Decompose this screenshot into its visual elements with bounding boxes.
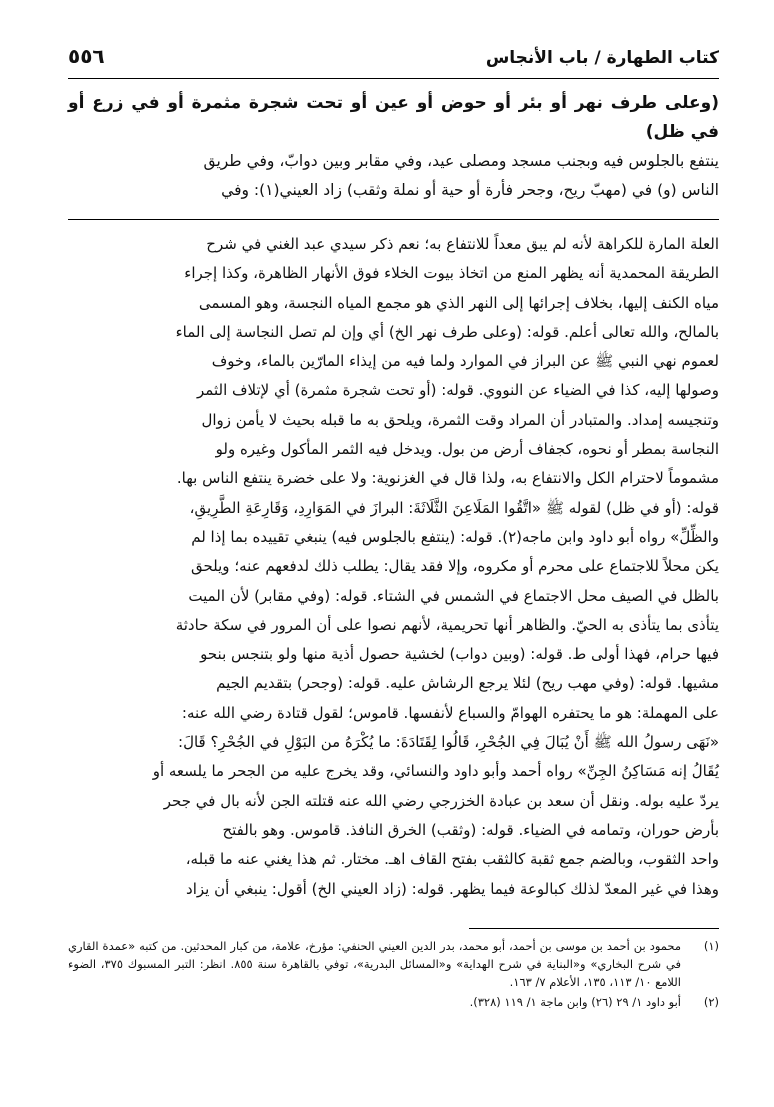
footnote-number: (٢): [703, 994, 719, 1009]
commentary-line: يردّ عليه بوله. ونقل أن سعد بن عبادة الخزرجي رضي الله عنه قتلته الجن لأنه بال في جحر: [163, 791, 719, 810]
footnote-text: محمود بن أحمد بن موسى بن أحمد، أبو محمد، بدر الدين العيني الحنفي: مؤرخ، علامة، من كبار المحدثين. من كتبه «عمدة القاري في شرح البخاري» و«البناية في شرح الهداية» و«المسائل البدرية»، توفي بالقاهرة سنة ٨٥٥. انظر: التبر المسبوك ٣٧٥، الضوء اللامع ١٠/ ١١٣، ١٣٥، الأعلام ٧/ ١٦٣.: [68, 938, 682, 989]
commentary-line: فيها حرام، فهذا أولى ط. قوله: (وبين دواب) لخشية حصول أذية منها ولو بتنجس بنحو: [200, 645, 719, 664]
commentary-line: بأرض حوران، وتمامه في الضياء. قوله: (وثقب) الخرق النافذ. قاموس. وهو بالفتح: [222, 820, 719, 839]
footnote-number: (١): [703, 938, 719, 953]
running-header: [68, 44, 719, 74]
commentary-line: النجاسة بمطر أو نحوه، كجفاف أرض من بول. ويدخل فيه الثمر المأكول وغيره ولو: [215, 440, 719, 459]
matn-line: ينتفع بالجلوس فيه وبجنب مسجد ومصلى عيد، وفي مقابر وبين دوابّ، وفي طريق: [203, 152, 719, 170]
footnote-divider: [469, 928, 719, 929]
commentary-line: وصولها إليه، كذا في الضياء عن النووي. قوله: (أو تحت شجرة مثمرة) أي لإتلاف الثمر: [197, 381, 719, 400]
header-rule: [68, 78, 719, 79]
footnotes-section: [68, 937, 719, 1011]
footnote: [68, 937, 719, 991]
commentary-line: على المهملة: هو ما يحتفره الهوامّ والسباع لأنفسها. قاموس؛ لقول قتادة رضي الله عنه:: [181, 703, 719, 722]
commentary-line: بالمالح، والله تعالى أعلم. قوله: (وعلى طرف نهر الخ) أي وإن لم تصل النجاسة إلى الماء: [175, 322, 719, 341]
page-number: ٥٥٦: [68, 44, 105, 68]
commentary-line: مشيها. قوله: (وفي مهب ريح) لئلا يرجع الرشاش عليه. قوله: (وجحر) بتقديم الجيم: [216, 674, 719, 693]
footnote: [68, 993, 719, 1011]
header-title: كتاب الطهارة / باب الأنجاس: [485, 48, 719, 68]
commentary-line: يكن محلاً للاجتماع على محرم أو مكروه، وإلا فقد يقال: يطلب ذلك لدفعهم عنه؛ ويلحق: [190, 557, 719, 576]
matn-divider: [68, 219, 719, 220]
commentary-line: الطريقة المحمدية أنه يظهر المنع من اتخاذ بيوت الخلاء فوق الأنهار الظاهرة، وكذا إجراء: [184, 264, 719, 283]
commentary-line: بالظل في الصيف محل الاجتماع في الشمس في الشتاء. قوله: (وفي مقابر) لأن الميت: [188, 586, 719, 605]
commentary-line: والظِّلِّ» رواه أبو داود وابن ماجه(٢). قوله: (ينتفع بالجلوس فيه) ينبغي تقييده بما إذا لم: [191, 527, 719, 546]
commentary-line: وتنجيسه إمداد. والمتبادر أن المراد وقت الثمرة، ويلحق به ما قبله بحيث لا يأمن زوال: [201, 410, 719, 429]
matn-section: [68, 89, 719, 205]
commentary-section: [68, 230, 719, 904]
commentary-line: «نَهَى رسولُ الله ﷺ أَنْ يُبَالَ فِي الجُحْرِ، قَالُوا لِقَتَادَةَ: ما يُكْرَهُ من البَوْلِ في الجُحْرِ؟ قَالَ:: [178, 733, 719, 752]
commentary-line: وهذا في غير المعدّ لذلك كبالوعة فيما يظهر. قوله: (زاد العيني الخ) أقول: ينبغي أن يزاد: [186, 879, 719, 898]
commentary-line: واحد الثقوب، وبالضم جمع ثقبة كالثقب بفتح القاف اهـ. مختار. ثم هذا يغني عنه ما قبله،: [185, 850, 719, 869]
commentary-line: العلة المارة للكراهة لأنه لم يبق معداً للانتفاع به؛ نعم ذكر سيدي عبد الغني في شرح: [206, 235, 719, 253]
commentary-line: يتأذى بما يتأذى به الحيّ. والظاهر أنها تحريمية، لأنهم نصوا على أن المرور في سكة حادثة: [175, 615, 719, 634]
commentary-line: يُقَالُ إنه مَسَاكِنُ الجِنِّ» رواه أحمد وأبو داود والنسائي، وقد يخرج عليه من الجحر ما يلسعه أو: [152, 762, 719, 781]
footnote-text: أبو داود ١/ ٢٩ (٢٦) وابن ماجة ١/ ١١٩ (٣٢٨).: [469, 994, 681, 1009]
commentary-line: قوله: (أو في ظل) لقوله ﷺ «اتَّقُوا المَلَاعِنَ الثَّلَاثَةَ: البرازَ في المَوَارِدِ، وَقَارِعَةِ الطَّرِيقِ،: [189, 498, 719, 517]
commentary-line: مشموماً لاحترام الكل والانتفاع به، ولذا قال في الغزنوية: ولا على خضرة ينتفع الناس بها.: [176, 469, 719, 488]
commentary-line: مياه الكنف إليها، بخلاف إجرائها إلى النهر الذي هو مجمع المياه النجسة، وهو المسمى: [198, 293, 719, 312]
matn-line: الناس (و) في (مهبّ ريح، وجحر فأرة أو حية أو نملة وثقب) زاد العيني(١): وفي: [221, 181, 719, 199]
commentary-line: لعموم نهي النبي ﷺ عن البراز في الموارد ولما فيه من إيذاء المارّين بالماء، وخوف: [211, 352, 719, 371]
matn-line: (وعلى طرف نهر أو بئر أو حوض أو عين أو تحت شجرة مثمرة أو في زرع أو في ظل): [68, 93, 719, 142]
